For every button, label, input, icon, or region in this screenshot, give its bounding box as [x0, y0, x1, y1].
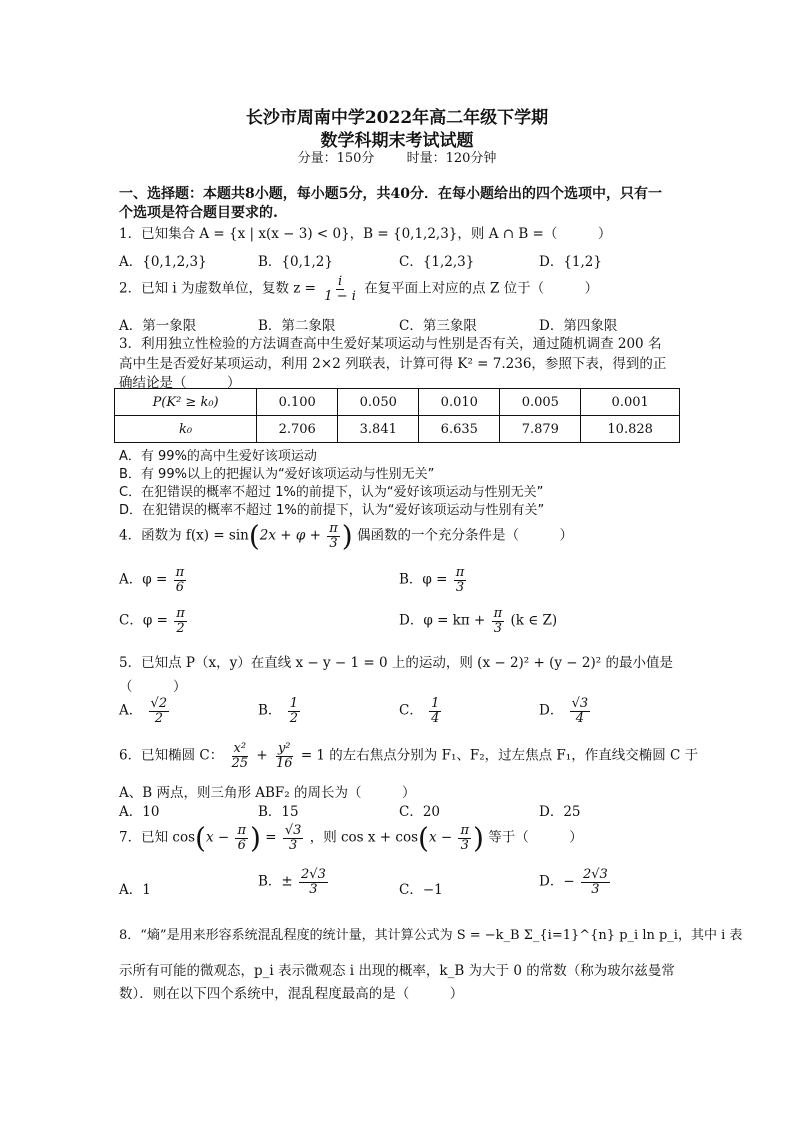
- table-header-p: P(K² ≥ k₀): [115, 389, 257, 416]
- exam-subject-title: 数学科期末考试试题: [320, 131, 474, 151]
- q2-option-d: D．第四象限: [539, 318, 618, 334]
- table-row: [115, 389, 680, 416]
- q4-stem: 4．函数为 f(x) = sin(2x + φ + $\frac{\pi}{3}$ ) 偶函数的一个充分条件是（ ）: [119, 519, 574, 553]
- q5-stem: 5．已知点 P（x，y）在直线 x − y − 1 = 0 上的运动，则 (x − 2)² + (y − 2)² 的最小值是: [119, 655, 673, 671]
- q6-option-b: B．15: [258, 804, 299, 820]
- section-heading-cont: 个选项是符合题目要求的.: [119, 205, 278, 221]
- exam-info: [0, 147, 794, 166]
- q6-option-c: C．20: [399, 804, 441, 820]
- q2-option-a: A．第一象限: [119, 318, 197, 334]
- q1-option-b: B．{0,1,2}: [258, 254, 333, 270]
- table-cell: 0.100: [257, 389, 338, 416]
- q6-stem-cont: A、B 两点，则三角形 ABF₂ 的周长为（ ）: [119, 785, 416, 801]
- section-heading: 一、选择题：本题共8小题，每小题5分，共40分．在每小题给出的四个选项中，只有一: [119, 186, 662, 202]
- q7-option-a: A．1: [119, 882, 151, 898]
- q4-option-d: D．φ = kπ + $\frac{\pi}{3}$ (k ∈ Z): [399, 606, 558, 636]
- q1-option-c: C．{1,2,3}: [399, 254, 475, 270]
- q7-option-c: C．−1: [399, 882, 443, 898]
- score-label: 分量：150分: [297, 151, 375, 166]
- table-cell: 3.841: [338, 416, 419, 443]
- q8-stem-line2: 示所有可能的微观态，p_i 表示微观态 i 出现的概率，k_B 为大于 0 的常数（称为玻尔兹曼常: [119, 963, 675, 979]
- table-cell: 0.010: [419, 389, 500, 416]
- q6-option-a: A．10: [119, 804, 160, 820]
- q3-stem-line3: 确结论是（ ）: [119, 375, 241, 391]
- q6-option-d: D．25: [539, 804, 581, 820]
- q2-option-b: B．第二象限: [258, 318, 336, 334]
- q1-option-d: D．{1,2}: [539, 254, 602, 270]
- q1-stem: 1．已知集合 A = {x | x(x − 3) < 0}，B = {0,1,2,3}，则 A ∩ B =（ ）: [119, 226, 612, 242]
- table-cell: 7.879: [500, 416, 581, 443]
- time-label: 时量：120分钟: [406, 151, 497, 166]
- exam-title: 长沙市周南中学2022年高二年级下学期: [245, 108, 549, 128]
- q4-option-c: C．φ = $\frac{\pi}{2}$: [119, 606, 185, 636]
- q3-option-a: A．有 99%的高中生爱好该项运动: [119, 449, 317, 464]
- q3-option-b: B．有 99%以上的把握认为“爱好该项运动与性别无关”: [119, 467, 435, 482]
- table-cell: 2.706: [257, 416, 338, 443]
- q4-fraction: $\frac{\pi}{3}$: [329, 521, 338, 551]
- q4-option-b: B．φ = $\frac{\pi}{3}$: [399, 565, 465, 595]
- table-cell: 10.828: [581, 416, 680, 443]
- q5-stem-cont: （ ）: [119, 679, 187, 695]
- q3-option-c: C．在犯错误的概率不超过 1%的前提下，认为“爱好该项运动与性别无关”: [119, 485, 544, 500]
- q8-stem-line1: 8．“熵”是用来形容系统混乱程度的统计量，其计算公式为 S = −k_B Σ_{i=1}^{n} p_i ln p_i，其中 i 表: [119, 928, 743, 943]
- table-header-k: k₀: [115, 416, 257, 443]
- q4-option-a: A．φ = $\frac{\pi}{6}$: [119, 565, 185, 595]
- q3-stem-line1: 3．利用独立性检验的方法调查高中生爱好某项运动与性别是否有关，通过随机调查 200 名: [119, 336, 662, 352]
- q8-stem-line3: 数）．则在以下四个系统中，混乱程度最高的是（ ）: [119, 986, 464, 1002]
- q5-option-d: D． $\frac{√3}{4}$: [539, 696, 589, 726]
- q7-stem: 7．已知 cos(x − $\frac{\pi}{6}$ ) = $\frac{√3}{3}$ ，则 cos x + cos(x − $\frac{\pi}{3}$ ) 等于（ ）: [119, 821, 583, 855]
- k-square-table: [114, 388, 680, 443]
- q1-option-a: A．{0,1,2,3}: [119, 254, 207, 270]
- q6-stem: 6．已知椭圆 C： $\frac{\text{x²}}{25}$ + $\frac{\text{y²}}{16}$ = 1 的左右焦点分别为 F₁、F₂，过左焦点 F₁，作直线交椭圆 C 于: [119, 741, 699, 771]
- table-cell: 0.050: [338, 389, 419, 416]
- q5-option-a: A． $\frac{√2}{2}$: [119, 696, 168, 726]
- table-cell: 0.005: [500, 389, 581, 416]
- q3-stem-line2: 高中生是否爱好某项运动，利用 2×2 列联表，计算可得 K² = 7.236，参照下表，得到的正: [119, 356, 667, 372]
- q3-option-d: D．在犯错误的概率不超过 1%的前提下，认为“爱好该项运动与性别有关”: [119, 503, 545, 518]
- q2-option-c: C．第三象限: [399, 318, 477, 334]
- table-cell: 6.635: [419, 416, 500, 443]
- q5-option-b: B． $\frac{1}{2}$: [258, 696, 298, 726]
- q7-option-b: B．± $\frac{2√3}{3}$: [258, 867, 326, 897]
- table-cell: 0.001: [581, 389, 680, 416]
- q2-fraction: $\frac{i}{1 - i}$: [324, 274, 356, 304]
- table-row: [115, 416, 680, 443]
- q2-stem: 2．已知 i 为虚数单位，复数 z = $\frac{i}{1 - i}$ 在复平面上对应的点 Z 位于（ ）: [119, 274, 599, 304]
- q5-option-c: C． $\frac{1}{4}$: [399, 696, 440, 726]
- q7-option-d: D．− $\frac{2√3}{3}$: [539, 867, 608, 897]
